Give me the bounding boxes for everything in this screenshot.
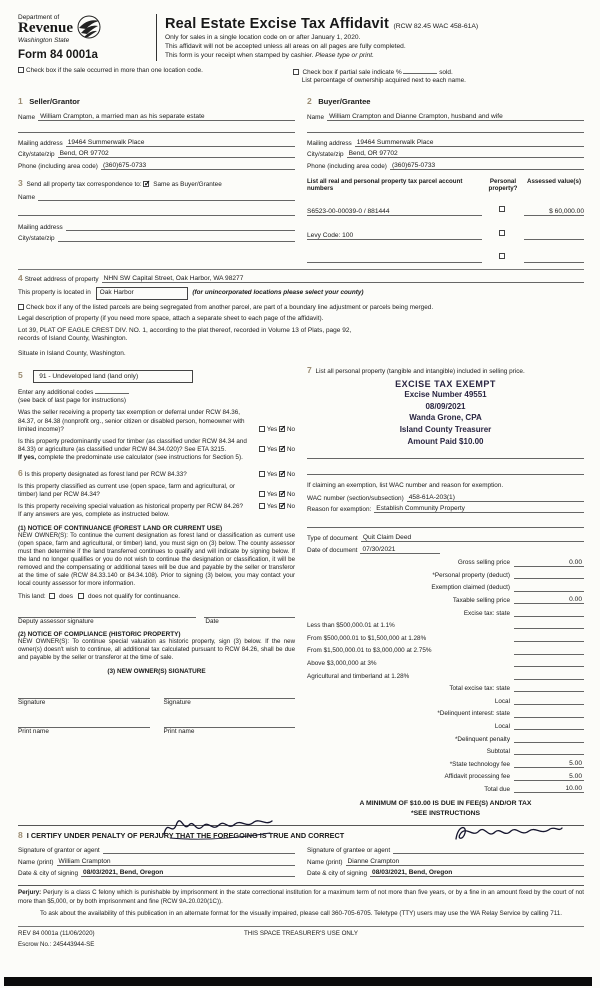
section-8-number: 8 [18,830,23,841]
new-owner-signature-field-1[interactable] [18,691,150,699]
forest-yes-checkbox[interactable] [259,471,265,477]
treasurer-use-only-label: THIS SPACE TREASURER'S USE ONLY [244,929,358,937]
correspondence-extra-field[interactable] [18,208,295,216]
tax-value-field[interactable]: 10.00 [514,785,584,793]
partial-sale-percent-field[interactable] [403,67,437,74]
personal-property-checkbox-2[interactable] [499,230,505,236]
correspondence-city-field[interactable] [58,234,295,242]
parcel-number-field[interactable]: S6523-00-00039-0 / 881444 [307,208,482,216]
street-address-label: Street address of property [24,276,99,284]
certify-statement: I CERTIFY UNDER PENALTY OF PERJURY THAT THE FOREGOING IS TRUE AND CORRECT [26,831,345,841]
buyer-heading: Buyer/Grantee [318,97,371,107]
this-land-label: This land: [18,592,46,600]
form-title: Real Estate Excise Tax Affidavit [165,16,389,32]
seller-city-label: City/state/zip [18,151,55,159]
signature-label-2: Signature [163,699,191,707]
personal-property-list-field-1[interactable] [307,451,584,459]
personal-property-header: Personal property? [488,177,518,193]
parcel-row [307,222,584,240]
stamp-exempt-line: EXCISE TAX EXEMPT [395,379,496,390]
tax-value-field[interactable] [514,722,584,730]
predominate-note-bold: If yes, [18,453,37,461]
tax-label: *State technology fee [449,760,510,768]
reason-exemption-field[interactable]: Establish Community Property [374,505,584,513]
buyer-phone-field[interactable]: (360)675-0733 [390,162,584,170]
legal-description-line-2: Situate in Island County, Washington. [18,350,126,358]
multi-location-checkbox[interactable] [18,67,24,73]
tax-value-field[interactable] [514,697,584,705]
correspondence-mailing-label: Mailing address [18,223,63,231]
additional-codes-field[interactable] [95,387,129,394]
tax-label: *Delinquent penalty [454,735,510,743]
seller-section [18,91,295,170]
section-6-number: 6 [18,468,23,479]
current-use-question: Is this property classified as current use (open space, farm and agricultural, or timber) land per RCW 84.34? [18,483,235,499]
located-in-note: (for unincorporated locations please select your county) [192,289,364,297]
tax-value-field[interactable]: 0.00 [514,559,584,567]
section-3-number: 3 [18,177,23,188]
wac-number-label: WAC number (section/subsection) [307,494,404,502]
tax-label: Total due [484,785,510,793]
grantor-signature-field[interactable] [103,846,295,854]
current-use-no-checkbox[interactable] [279,491,285,497]
multi-location-label: Check box if the sale occurred in more than one location code. [26,66,203,74]
dor-swoosh-logo [77,15,101,39]
section-2-number: 2 [307,96,312,107]
tax-value-field[interactable]: 5.00 [514,773,584,781]
new-owner-print-name-field-2[interactable] [164,720,296,728]
rev-number: REV 84 0001a (11/06/2020) [18,929,95,937]
grantor-signature-label: Signature of grantor or agent [18,847,100,855]
land-does-label: does [59,592,73,600]
stamp-date: 08/09/2021 [425,401,466,411]
same-as-buyer-label: Same as Buyer/Grantee [153,180,222,188]
parcel-number-field[interactable] [307,255,482,263]
personal-property-checkbox-1[interactable] [499,206,505,212]
tax-value-field[interactable] [514,609,584,617]
grantee-print-name-field[interactable]: Dianne Crampton [346,858,584,866]
minimum-fee-note: A MINIMUM OF $10.00 IS DUE IN FEE(S) AND/OR TAX [359,800,532,808]
correspondence-section [18,178,295,263]
form-header [18,14,584,61]
personal-property-checkbox-3[interactable] [499,253,505,259]
historic-no-label: No [286,503,295,511]
q1-no-checkbox[interactable] [279,426,285,432]
form-number: Form 84 0001a [18,48,98,61]
header-note-1: Only for sales in a single location code on or after January 1, 2020. [165,34,361,41]
tax-label: Excise tax: state [463,609,510,617]
historic-no-checkbox[interactable] [279,503,285,509]
section-4-number: 4 [18,273,23,284]
buyer-mailing-label: Mailing address [307,139,352,147]
q1-yes-checkbox[interactable] [259,426,265,432]
section-5-number: 5 [18,369,23,380]
accessibility-note: To ask about the availability of this publication in an alternate format for the visually impaired, please call 360-705-6705. Teletype (TTY) users may use the WA Relay Service by calling 711. [39,909,563,917]
exemption-claim-note: If claiming an exemption, list WAC number and reason for exemption. [307,482,504,490]
tax-value-field[interactable] [514,735,584,743]
correspondence-city-label: City/state/zip [18,235,55,243]
tax-label: Gross selling price [457,559,510,567]
located-in-select[interactable]: Oak Harbor [96,287,188,300]
tax-label: Local [494,722,510,730]
tax-label: *Personal property (deduct) [432,571,510,579]
escrow-number: 245443944-SE [53,940,95,948]
tax-value-field[interactable] [514,571,584,579]
signature-label-1: Signature [18,699,46,707]
seller-heading: Seller/Grantor [29,97,80,107]
street-address-field[interactable]: NHN SW Capital Street, Oak Harbor, WA 98277 [102,275,584,283]
land-use-section [18,365,295,818]
historic-yes-label: Yes [266,503,278,511]
buyer-name-label: Name [307,113,325,121]
grantor-print-name-label: Name (print) [18,858,54,866]
tax-label: Exemption claimed (deduct) [431,584,510,592]
reason-exemption-label: Reason for exemption: [307,506,372,514]
grantee-print-name-label: Name (print) [307,858,343,866]
tax-label: Above $3,000,000 at 3% [307,659,377,667]
tax-value-field[interactable] [514,584,584,592]
type-of-document-label: Type of document [307,535,358,543]
q2-no-checkbox[interactable] [279,446,285,452]
grantor-date-city-field[interactable]: 08/03/2021, Bend, Oregon [81,869,295,877]
tax-value-field[interactable] [514,672,584,680]
deputy-assessor-label: Deputy assessor signature [18,617,94,625]
correspondence-label: Send all property tax correspondence to: [26,180,142,188]
print-name-label-2: Print name [163,727,195,735]
buyer-city-label: City/state/zip [307,151,344,159]
additional-codes-label: Enter any additional codes [18,388,94,396]
scan-black-bar [4,977,592,986]
parcel-table [307,178,584,263]
date-of-document-label: Date of document [307,546,358,554]
parcel-row [307,245,584,263]
timber-agriculture-question: Is this property predominantly used for timber (as classified under RCW 84.34 and 84.33) or agriculture (as classified under RCW 84.34.020)? See ETA 3215. [18,437,247,453]
parcel-numbers-header: List all real and personal property tax parcel account numbers [307,177,463,193]
tax-label: From $1,500,000.01 to $3,000,000 at 2.75% [307,647,432,655]
revenue-label: Revenue [18,20,73,36]
stamp-treasurer-title: Island County Treasurer [399,424,492,434]
forest-land-question: Is this property designated as forest land per RCW 84.33? [24,471,187,479]
header-divider [156,14,157,61]
correspondence-name-label: Name [18,193,36,201]
tax-label: Total excise tax: state [449,685,510,693]
personal-property-list-field-2[interactable] [307,467,584,475]
seller-mailing-label: Mailing address [18,139,63,147]
wac-number-field[interactable]: 458-61A-203(1) [407,494,584,502]
partial-sale-sold-label: sold. [439,68,453,76]
exemption-deferral-question: Was the seller receiving a property tax exemption or deferral under RCW 84.36, 84.37, or 84.38 (nonprofit org., senior citizen or disabled person, homeowner with limited income)? [18,409,245,433]
buyer-name-extra-field[interactable] [307,125,584,133]
tax-label: *Delinquent interest: state [437,710,510,718]
current-use-yes-label: Yes [266,491,278,499]
assessed-value-field[interactable] [524,232,584,240]
property-section [18,269,584,359]
q2-yes-label: Yes [266,445,278,453]
section-7-number: 7 [307,364,312,375]
reason-exemption-extra-field[interactable] [307,520,584,528]
assessed-value-field[interactable]: $ 60,000.00 [524,208,584,216]
perjury-text: Perjury is a class C felony which is punishable by imprisonment in the state correctional institution for a maximum term of not more than five years, or by a fine in an amount fixed by the court of not more than $5,000, or by both imprisonment and fine (RCW 9A.20.020(1C)). [18,889,584,905]
section-1-number: 1 [18,96,23,107]
land-use-code-select[interactable]: 91 - Undeveloped land (land only) [33,370,193,383]
correspondence-name-field[interactable] [38,193,295,201]
tax-value-field[interactable]: 5.00 [514,760,584,768]
grantee-signature-block [307,846,584,877]
tax-label: Local [494,697,510,705]
tax-label: Taxable selling price [452,597,510,605]
seller-phone-field[interactable]: (360)675-0733 [101,162,295,170]
tax-value-field[interactable] [514,710,584,718]
new-owner-signature-field-2[interactable] [164,691,296,699]
deputy-assessor-signature-field[interactable] [18,610,196,618]
buyer-city-field[interactable]: Bend, OR 97702 [347,150,584,158]
seller-mailing-field[interactable]: 19464 Summerwalk Place [66,139,295,147]
buyer-mailing-field[interactable]: 19464 Summerwalk Place [355,139,584,147]
seller-name-label: Name [18,113,36,121]
stamp-treasurer-name: Wanda Grone, CPA [409,413,482,423]
see-instructions-note: *SEE INSTRUCTIONS [410,809,481,817]
grantee-signature-field[interactable] [393,846,584,854]
print-name-label-1: Print name [18,727,49,735]
perjury-notice [18,885,584,906]
header-note-3-italic: Please type or print. [315,52,374,60]
new-owner-signature-title: (3) NEW OWNER(S) SIGNATURE [107,668,206,676]
header-note-2: This affidavit will not be accepted unless all areas on all pages are fully completed. [165,43,406,51]
stamp-excise-number: Excise Number 49551 [404,390,487,400]
grantee-date-city-field[interactable]: 08/03/2021, Bend, Oregon [370,869,584,877]
historic-yes-checkbox[interactable] [259,503,265,509]
type-of-document-field[interactable]: Quit Claim Deed [361,534,584,542]
buyer-section [307,91,584,170]
tax-value-field[interactable] [514,621,584,629]
legal-description-text [18,327,369,359]
perjury-label: Perjury: [18,889,42,897]
new-owner-print-name-field-1[interactable] [18,720,150,728]
tax-value-field[interactable] [514,684,584,692]
dept-of-label: Department of [18,14,60,21]
footer [18,926,584,937]
located-in-label: This property is located in [18,289,91,297]
tax-label: Affidavit processing fee [444,773,510,781]
correspondence-mailing-field[interactable] [66,223,295,231]
seller-name-extra-field[interactable] [18,125,295,133]
additional-codes-note: (see back of last page for instructions) [18,397,126,405]
legal-description-label: Legal description of property (if you need more space, attach a separate sheet to each page of the affidavit). [18,315,324,323]
tax-label: Less than $500,000.01 at 1.1% [307,622,395,630]
seller-phone-label: Phone (including area code) [18,162,98,170]
segregated-checkbox[interactable] [18,304,24,310]
forest-no-checkbox[interactable] [279,471,285,477]
ownership-note: List percentage of ownership acquired next to each name. [301,77,466,85]
tax-value-field[interactable] [514,659,584,667]
treasurer-stamp [307,379,584,447]
land-does-checkbox[interactable] [49,593,55,599]
forest-yes-label: Yes [266,471,278,479]
same-as-buyer-checkbox[interactable] [143,181,149,187]
personal-property-list-label: List all personal property (tangible and intangible) included in selling price. [315,367,525,375]
historic-property-question: Is this property receiving special valuation as historical property per RCW 84.26? [18,503,244,511]
tax-section [307,365,584,818]
seller-city-field[interactable]: Bend, OR 97702 [58,150,295,158]
date-of-document-field[interactable]: 07/30/2021 [360,546,440,554]
grantor-signature-block [18,846,295,877]
land-does-not-checkbox[interactable] [78,593,84,599]
deputy-date-label: Date [205,617,219,625]
q2-no-label: No [286,445,295,453]
grantee-signature-label: Signature of grantee or agent [307,847,391,855]
land-does-not-label: does not qualify for continuance. [88,592,181,600]
parcel-number-field[interactable]: Levy Code: 100 [307,232,482,240]
form-title-rcw: (RCW 82.45 WAC 458-61A) [393,23,479,30]
notice-compliance-body: NEW OWNER(S): To continue special valuation as historic property, sign (3) below. If the new owner(s) doesn't wish to continue, all additional tax calculated pursuant to RCW 84.26, shall be due and payable by the seller or transferor at the time of sale. [18,638,295,662]
parcel-row [307,198,584,216]
assessed-value-header: Assessed value(s) [527,177,581,185]
grantor-print-name-field[interactable]: William Crampton [57,858,295,866]
tax-label: From $500,000.01 to $1,500,000 at 1.28% [307,634,427,642]
tax-label: Agricultural and timberland at 1.28% [307,672,410,680]
tax-value-field[interactable] [514,647,584,655]
notice-continuance-title: (1) NOTICE OF CONTINUANCE (FOREST LAND OR CURRENT USE) [18,524,223,532]
header-note-3: This form is your receipt when stamped by cashier. [165,52,314,60]
notice-compliance-title: (2) NOTICE OF COMPLIANCE (HISTORIC PROPERTY) [18,631,181,639]
current-use-yes-checkbox[interactable] [259,491,265,497]
dept-of-revenue-wordmark [18,14,73,44]
forest-no-label: No [286,471,295,479]
buyer-name-field[interactable]: William Crampton and Dianne Crampton, husband and wife [327,113,584,121]
current-use-no-label: No [286,491,295,499]
q2-yes-checkbox[interactable] [259,446,265,452]
assessed-value-field[interactable] [524,255,584,263]
certification-section [18,825,584,877]
tax-value-field[interactable] [514,634,584,642]
q1-no-label: No [286,425,295,433]
tax-value-field[interactable]: 0.00 [514,596,584,604]
partial-sale-label: Check box if partial sale indicate % [302,68,402,76]
tax-value-field[interactable] [514,747,584,755]
q1-yes-label: Yes [266,425,278,433]
escrow-label: Escrow No.: [18,940,52,948]
deputy-assessor-date-field[interactable] [204,610,295,618]
grantor-date-city-label: Date & city of signing [18,870,79,878]
seller-name-field[interactable]: William Crampton, a married man as his separate estate [38,113,295,121]
partial-sale-checkbox[interactable] [293,69,299,75]
notice-continuance-body: NEW OWNER(S): To continue the current designation as forest land or classification as current use (open space, farm and agricultural, or timber) land, you must sign on (3) below. The county assessor must then determine if the land transferred continues to qualify and will indicate by signing below. If the land no longer qualifies or you do not wish to continue the designation or classification, it will be removed and the compensating or additional taxes will be due and payable by the seller or transferor at the time of sale (RCW 84.33.140 or 84.34.108). Prior to signing (3) below, you may contact your local county assessor for more information. [18,531,295,587]
segregated-label: Check box if any of the listed parcels are being segregated from another parcel, are part of a boundary line adjustment or parcels being merged. [26,303,434,311]
tax-label: Subtotal [486,748,510,756]
answers-yes-note: If any answers are yes, complete as instructed below. [18,511,170,519]
legal-description-line-1: Lot 39, PLAT OF EAGLE CREST DIV. NO. 1, according to the plat thereof, recorded in Volume 13 of Plats, page 92, records of Island County, Washington. [18,326,352,343]
buyer-phone-label: Phone (including area code) [307,162,387,170]
washington-state-label: Washington State [18,36,70,44]
grantee-date-city-label: Date & city of signing [307,870,368,878]
stamp-amount-paid: Amount Paid $10.00 [407,436,484,446]
predominate-note: complete the predominate use calculator (see instructions for Section 5). [37,453,243,461]
